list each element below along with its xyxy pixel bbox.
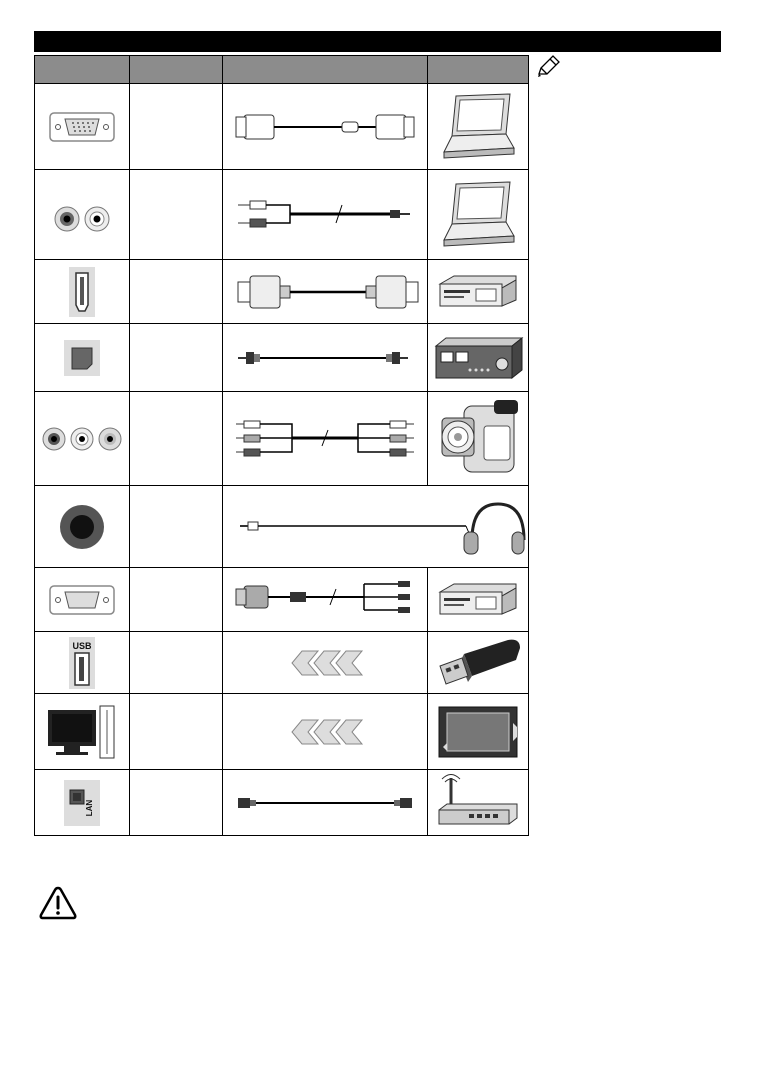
type-cell	[130, 568, 223, 632]
table-row	[35, 486, 529, 568]
router-icon	[428, 770, 529, 836]
rca-to-minijack-cable-icon	[223, 170, 428, 260]
insert-arrows-icon	[223, 694, 428, 770]
type-cell	[130, 486, 223, 568]
usb-stick-icon	[428, 632, 529, 694]
ci-module-icon	[428, 694, 529, 770]
type-cell	[130, 324, 223, 392]
usb-port-icon	[35, 632, 130, 694]
table-row	[35, 260, 529, 324]
type-cell	[130, 260, 223, 324]
connections-table	[34, 55, 529, 836]
av-rca-cable-icon	[223, 392, 428, 486]
table-row	[35, 84, 529, 170]
section-title-bar	[34, 31, 721, 52]
table-header-row	[35, 56, 529, 84]
table-row	[35, 694, 529, 770]
table-row	[35, 324, 529, 392]
headphone-jack-icon	[35, 486, 130, 568]
dvd-player-icon	[428, 568, 529, 632]
table-row	[35, 632, 529, 694]
table-row	[35, 770, 529, 836]
header-type	[130, 56, 223, 84]
header-device	[428, 56, 529, 84]
vga-port-icon	[35, 568, 130, 632]
amplifier-icon	[428, 324, 529, 392]
warning-triangle-icon	[38, 885, 78, 926]
table-row	[35, 170, 529, 260]
usb-port-label: USB	[72, 640, 92, 651]
dvd-player-icon	[428, 260, 529, 324]
laptop-icon	[428, 84, 529, 170]
type-cell	[130, 84, 223, 170]
type-cell	[130, 694, 223, 770]
pencil-note-icon	[535, 54, 561, 83]
table-row	[35, 392, 529, 486]
lan-port-icon	[35, 770, 130, 836]
optical-spdif-port-icon	[35, 324, 130, 392]
lan-port-label: LAN	[85, 799, 94, 816]
hdmi-port-icon	[35, 260, 130, 324]
header-cables	[223, 56, 428, 84]
vga-cable-icon	[223, 84, 428, 170]
headphone-cable-icon	[223, 486, 529, 568]
ethernet-cable-icon	[223, 770, 428, 836]
header-connector	[35, 56, 130, 84]
audio-in-ports-icon	[35, 170, 130, 260]
ci-slot-icon	[35, 694, 130, 770]
optical-cable-icon	[223, 324, 428, 392]
av-ports-icon	[35, 392, 130, 486]
type-cell	[130, 632, 223, 694]
camcorder-icon	[428, 392, 529, 486]
hdmi-cable-icon	[223, 260, 428, 324]
vga-to-component-cable-icon	[223, 568, 428, 632]
insert-arrows-icon	[223, 632, 428, 694]
laptop-icon	[428, 170, 529, 260]
vga-port-icon	[35, 84, 130, 170]
type-cell	[130, 392, 223, 486]
table-row	[35, 568, 529, 632]
type-cell	[130, 770, 223, 836]
type-cell	[130, 170, 223, 260]
